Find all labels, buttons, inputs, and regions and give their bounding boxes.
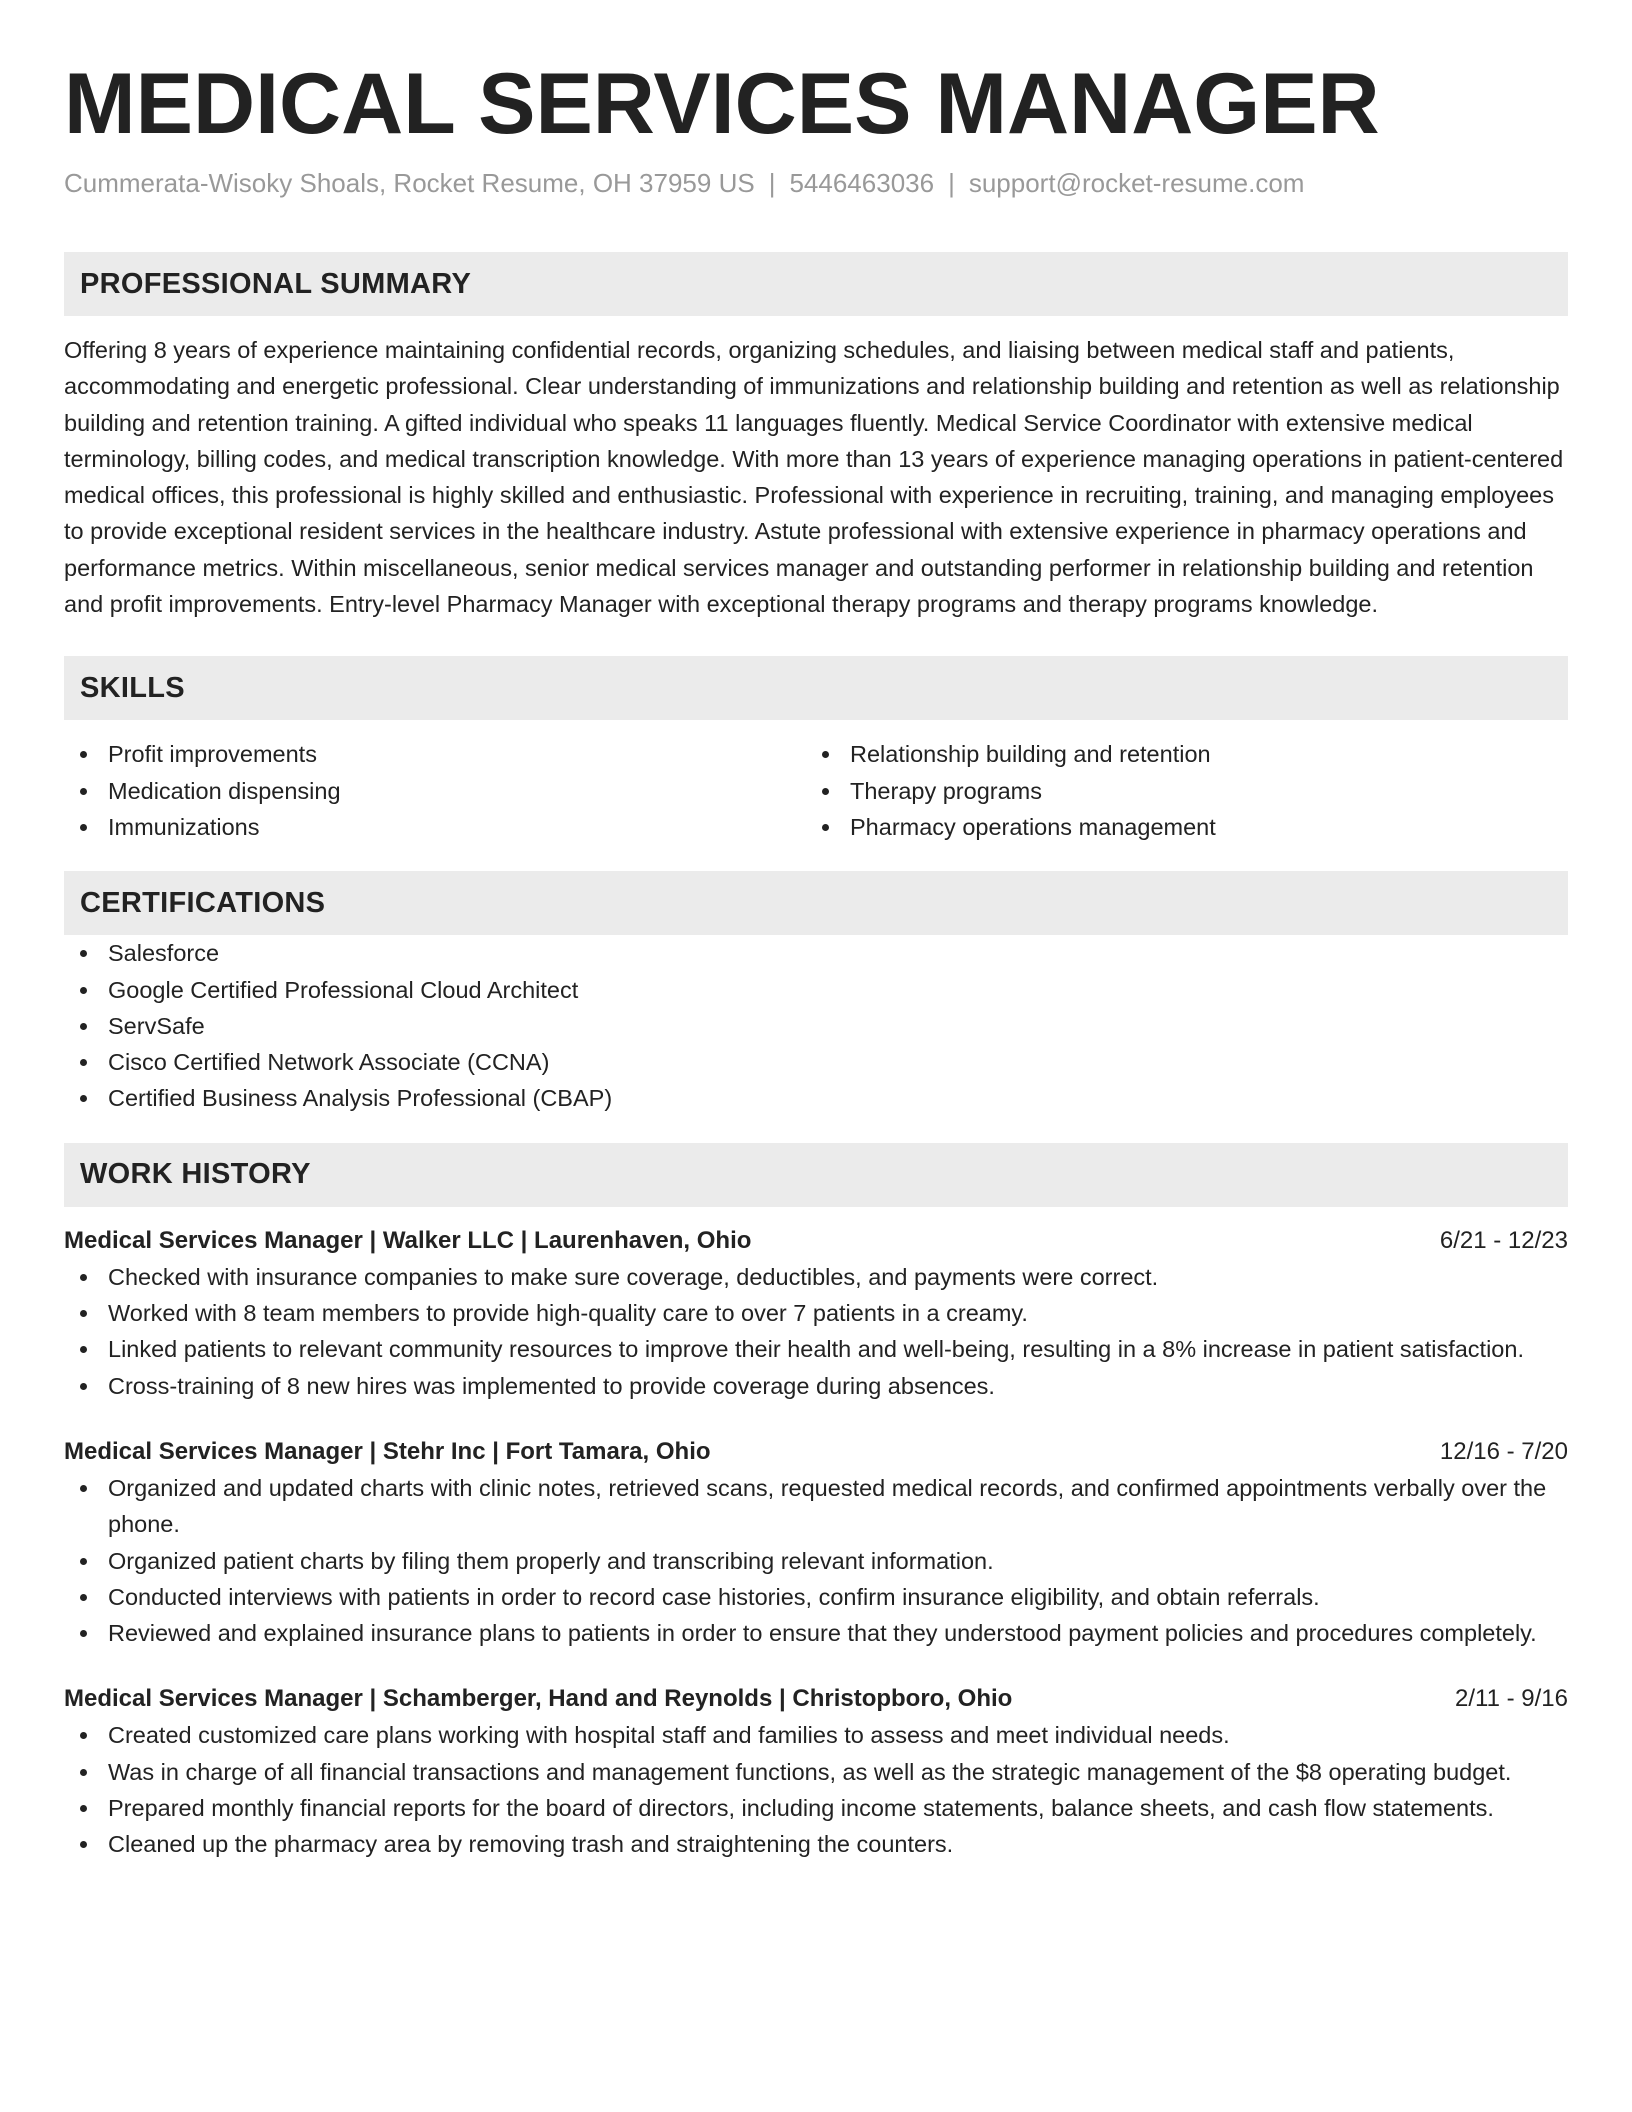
job-title: Medical Services Manager | Schamberger, Hand and Reynolds | Christopboro, Ohio (64, 1685, 1013, 1713)
contact-phone: 5446463036 (789, 168, 935, 198)
job-bullet-list (64, 1259, 1568, 1404)
job-bullet: Reviewed and explained insurance plans to patients in order to ensure that they understood payment policies and procedures completely. (64, 1615, 1568, 1651)
skill-item: Therapy programs (806, 773, 1548, 809)
job-bullet-list (64, 1717, 1568, 1862)
job-header (64, 1223, 1568, 1259)
skill-item: Medication dispensing (64, 773, 806, 809)
section-header-skills: SKILLS (64, 656, 1568, 720)
contact-email: support@rocket-resume.com (968, 168, 1305, 198)
skill-item: Pharmacy operations management (806, 809, 1548, 845)
contact-line (64, 166, 1568, 200)
job-bullet: Cleaned up the pharmacy area by removing trash and straightening the counters. (64, 1826, 1568, 1862)
job-bullet: Created customized care plans working with hospital staff and families to assess and meet individual needs. (64, 1717, 1568, 1753)
certification-item: Salesforce (64, 935, 1568, 971)
candidate-name: MEDICAL SERVICES MANAGER (64, 56, 1380, 152)
skill-item: Relationship building and retention (806, 736, 1548, 772)
contact-address: Cummerata-Wisoky Shoals, Rocket Resume, OH 37959 US (64, 168, 755, 198)
resume-page (64, 0, 1568, 1863)
job-dates: 12/16 - 7/20 (1439, 1437, 1568, 1465)
job-bullet: Conducted interviews with patients in order to record case histories, confirm insurance eligibility, and obtain referrals. (64, 1579, 1568, 1615)
job-bullet: Checked with insurance companies to make sure coverage, deductibles, and payments were correct. (64, 1259, 1568, 1295)
job-entry (64, 1223, 1568, 1404)
job-bullet-list (64, 1470, 1568, 1651)
section-header-certifications: CERTIFICATIONS (64, 871, 1568, 935)
job-bullet: Prepared monthly financial reports for the board of directors, including income statements, balance sheets, and cash flow statements. (64, 1790, 1568, 1826)
job-header (64, 1681, 1568, 1717)
job-entry (64, 1681, 1568, 1862)
job-bullet: Organized patient charts by filing them properly and transcribing relevant information. (64, 1543, 1568, 1579)
certification-item: Google Certified Professional Cloud Architect (64, 972, 1568, 1008)
skill-item: Immunizations (64, 809, 806, 845)
job-bullet: Was in charge of all financial transactions and management functions, as well as the strategic management of the $8 operating budget. (64, 1754, 1568, 1790)
contact-separator: | (768, 168, 776, 198)
job-bullet: Cross-training of 8 new hires was implemented to provide coverage during absences. (64, 1368, 1568, 1404)
summary-text: Offering 8 years of experience maintaining confidential records, organizing schedules, and liaising between medical staff and patients, accommodating and energetic professional. Clear understanding of immunizations and relationship building and retention as well as relationship building and retention training. A gifted individual who speaks 11 languages fluently. Medical Service Coordinator with extensive medical terminology, billing codes, and medical transcription knowledge. With more than 13 years of experience managing operations in patient-centered medical offices, this professional is highly skilled and enthusiastic. Professional with experience in recruiting, training, and managing employees to provide exceptional resident services in the healthcare industry. Astute professional with extensive experience in pharmacy operations and performance metrics. Within miscellaneous, senior medical services manager and outstanding performer in relationship building and retention and profit improvements. Entry-level Pharmacy Manager with exceptional therapy programs and therapy programs knowledge. (64, 337, 1564, 618)
skill-item: Profit improvements (64, 736, 806, 772)
job-title: Medical Services Manager | Walker LLC | Laurenhaven, Ohio (64, 1226, 752, 1254)
contact-separator: | (948, 168, 955, 198)
skills-column-left (64, 736, 806, 845)
job-header (64, 1434, 1568, 1470)
certification-item: Cisco Certified Network Associate (CCNA) (64, 1044, 1568, 1080)
job-dates: 2/11 - 9/16 (1455, 1685, 1568, 1713)
skills-grid (64, 736, 1568, 845)
job-title: Medical Services Manager | Stehr Inc | Fort Tamara, Ohio (64, 1437, 711, 1465)
certification-item: Certified Business Analysis Professional (CBAP) (64, 1080, 1568, 1116)
job-bullet: Linked patients to relevant community resources to improve their health and well-being, resulting in a 8% increase in patient satisfaction. (64, 1331, 1568, 1367)
certification-item: ServSafe (64, 1008, 1568, 1044)
section-header-summary: PROFESSIONAL SUMMARY (64, 252, 1568, 316)
job-bullet: Organized and updated charts with clinic notes, retrieved scans, requested medical records, and confirmed appointments verbally over the phone. (64, 1470, 1568, 1543)
job-dates: 6/21 - 12/23 (1439, 1226, 1568, 1254)
section-header-work-history: WORK HISTORY (64, 1143, 1568, 1207)
certification-list (64, 935, 1568, 1116)
job-entry (64, 1434, 1568, 1651)
skills-column-right (806, 736, 1548, 845)
job-bullet: Worked with 8 team members to provide high-quality care to over 7 patients in a creamy. (64, 1295, 1568, 1331)
